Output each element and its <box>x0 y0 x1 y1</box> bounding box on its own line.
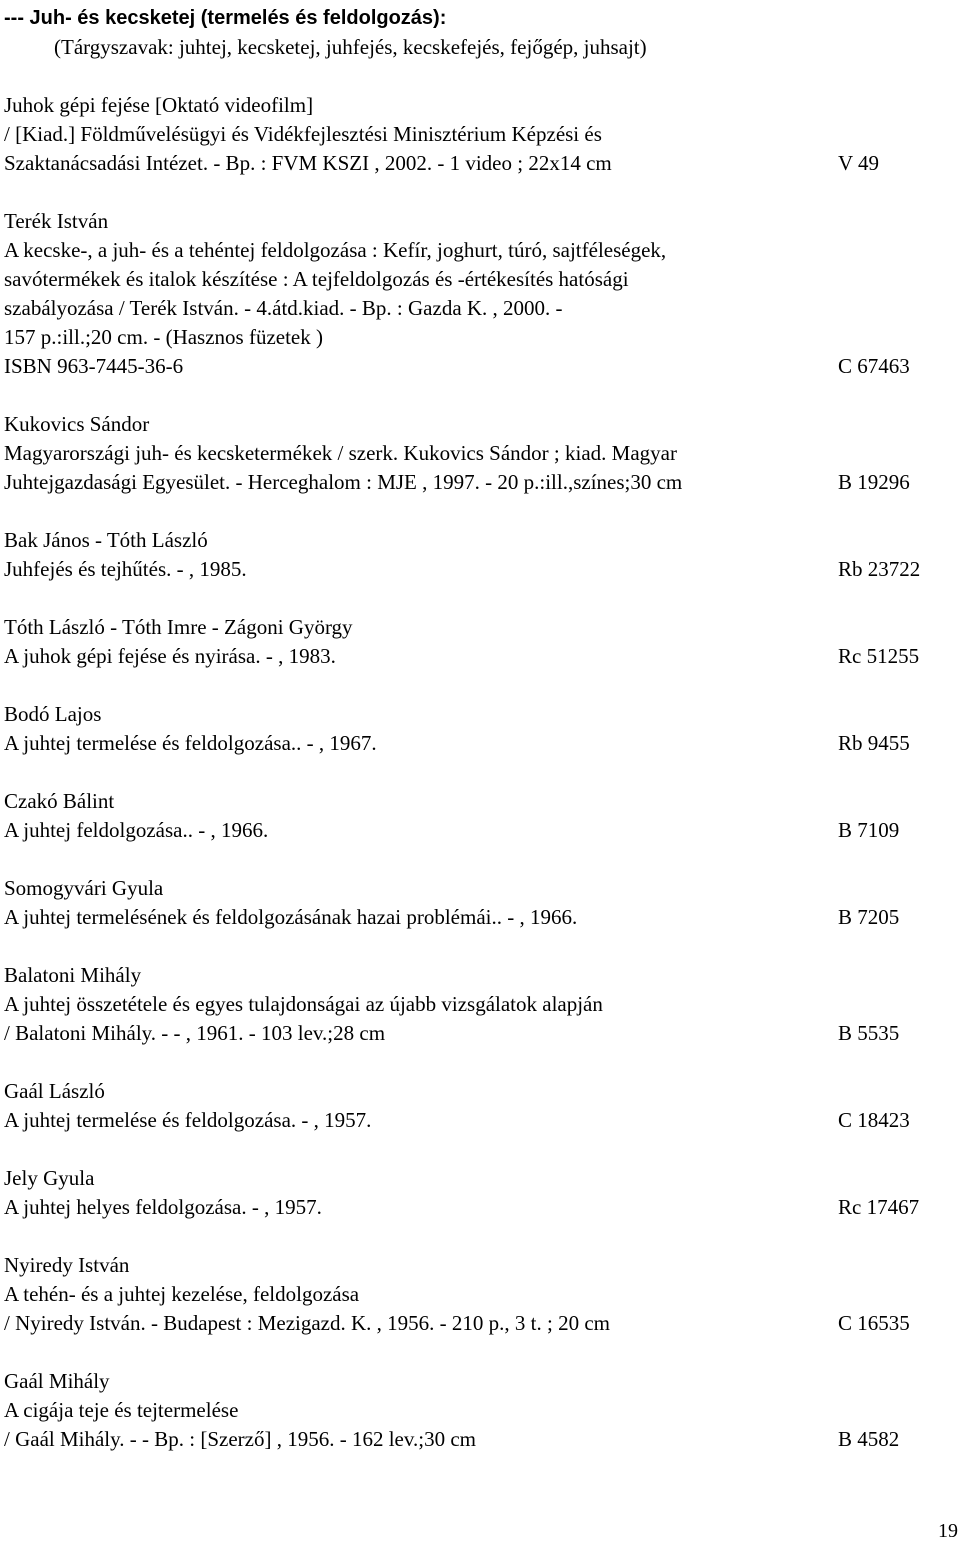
entry-author-or-title-line <box>4 961 944 990</box>
entry-text-line <box>4 1193 944 1222</box>
call-number: B 5535 <box>838 1021 900 1045</box>
entry-author-or-title-line <box>4 526 944 555</box>
call-number: B 19296 <box>838 470 910 494</box>
entry-text-line <box>4 294 944 323</box>
entry-text-line <box>4 1396 944 1425</box>
call-number: V 49 <box>838 151 880 175</box>
entry-line-text: Terék István <box>4 209 109 233</box>
entry-line-text: A kecske-, a juh- és a tehéntej feldolgozása : Kefír, joghurt, túró, sajtféleségek, <box>4 238 667 262</box>
entry-text-line <box>4 236 944 265</box>
entry-line-text: Gaál Mihály <box>4 1369 110 1393</box>
entry-line-text: savótermékek és italok készítése : A tejfeldolgozás és -értékesítés hatósági <box>4 267 629 291</box>
entry-author-or-title-line <box>4 1164 944 1193</box>
bibliography-entry <box>4 1251 944 1338</box>
entry-line-text: Bak János - Tóth László <box>4 528 208 552</box>
entry-text-line <box>4 555 944 584</box>
entry-line-text: A juhtej termelése és feldolgozása. - , 1957. <box>4 1108 372 1132</box>
entry-text-line <box>4 1425 944 1454</box>
bibliography-entry <box>4 700 944 758</box>
call-number: Rc 17467 <box>838 1195 920 1219</box>
entry-text-line <box>4 1106 944 1135</box>
entry-line-text: / Gaál Mihály. - - Bp. : [Szerző] , 1956. - 162 lev.;30 cm <box>4 1427 476 1451</box>
call-number: Rb 23722 <box>838 557 921 581</box>
entry-author-or-title-line <box>4 91 944 120</box>
entry-line-text: Jely Gyula <box>4 1166 95 1190</box>
entry-text-line <box>4 1280 944 1309</box>
entry-line-text: / [Kiad.] Földművelésügyi és Vidékfejlesztési Minisztérium Képzési és <box>4 122 602 146</box>
entry-author-or-title-line <box>4 874 944 903</box>
entry-text-line <box>4 265 944 294</box>
entry-line-text: Juhok gépi fejése [Oktató videofilm] <box>4 93 314 117</box>
entry-line-text: A juhtej termelése és feldolgozása.. - , 1967. <box>4 731 377 755</box>
bibliography-entry <box>4 526 944 584</box>
bibliography-entry <box>4 787 944 845</box>
entry-line-text: 157 p.:ill.;20 cm. - (Hasznos füzetek ) <box>4 325 323 349</box>
entry-text-line <box>4 729 944 758</box>
entry-line-text: A juhok gépi fejése és nyirása. - , 1983. <box>4 644 336 668</box>
entry-line-text: Czakó Bálint <box>4 789 115 813</box>
call-number: C 18423 <box>838 1108 910 1132</box>
entry-line-text: Bodó Lajos <box>4 702 102 726</box>
entry-line-text: Balatoni Mihály <box>4 963 142 987</box>
entry-author-or-title-line <box>4 1077 944 1106</box>
entry-line-text: ISBN 963-7445-36-6 <box>4 354 184 378</box>
entry-line-text: szabályozása / Terék István. - 4.átd.kiad. - Bp. : Gazda K. , 2000. - <box>4 296 563 320</box>
entry-author-or-title-line <box>4 613 944 642</box>
call-number: B 7205 <box>838 905 900 929</box>
entry-author-or-title-line <box>4 787 944 816</box>
entry-line-text: A tehén- és a juhtej kezelése, feldolgozása <box>4 1282 360 1306</box>
entry-line-text: A cigája teje és tejtermelése <box>4 1398 239 1422</box>
bibliography-entry <box>4 207 944 381</box>
entry-line-text: / Nyiredy István. - Budapest : Mezigazd. K. , 1956. - 210 p., 3 t. ; 20 cm <box>4 1311 610 1335</box>
entry-line-text: Somogyvári Gyula <box>4 876 164 900</box>
entry-text-line <box>4 1309 944 1338</box>
entry-line-text: A juhtej termelésének és feldolgozásának hazai problémái.. - , 1966. <box>4 905 578 929</box>
call-number: B 4582 <box>838 1427 900 1451</box>
entry-line-text: A juhtej összetétele és egyes tulajdonságai az újabb vizsgálatok alapján <box>4 992 603 1016</box>
entry-line-text: Juhtejgazdasági Egyesület. - Herceghalom : MJE , 1997. - 20 p.:ill.,színes;30 cm <box>4 470 683 494</box>
entry-text-line <box>4 903 944 932</box>
call-number: B 7109 <box>838 818 900 842</box>
bibliography-list <box>4 91 944 1483</box>
entry-line-text: Tóth László - Tóth Imre - Zágoni György <box>4 615 353 639</box>
bibliography-entry <box>4 1367 944 1454</box>
entry-text-line <box>4 816 944 845</box>
entry-text-line <box>4 468 944 497</box>
entry-line-text: Juhfejés és tejhűtés. - , 1985. <box>4 557 247 581</box>
entry-author-or-title-line <box>4 207 944 236</box>
call-number: C 67463 <box>838 354 910 378</box>
entry-line-text: Szaktanácsadási Intézet. - Bp. : FVM KSZI , 2002. - 1 video ; 22x14 cm <box>4 151 612 175</box>
entry-author-or-title-line <box>4 1251 944 1280</box>
call-number: Rc 51255 <box>838 644 920 668</box>
entry-text-line <box>4 1019 944 1048</box>
entry-line-text: A juhtej helyes feldolgozása. - , 1957. <box>4 1195 322 1219</box>
bibliography-entry <box>4 410 944 497</box>
entry-line-text: Nyiredy István <box>4 1253 130 1277</box>
section-heading: --- Juh- és kecsketej (termelés és feldolgozás): <box>4 7 447 29</box>
bibliography-entry <box>4 874 944 932</box>
entry-line-text: / Balatoni Mihály. - - , 1961. - 103 lev.;28 cm <box>4 1021 386 1045</box>
page-number: 19 <box>938 1520 958 1542</box>
entry-line-text: Gaál László <box>4 1079 105 1103</box>
entry-line-text: Kukovics Sándor <box>4 412 150 436</box>
entry-text-line <box>4 439 944 468</box>
bibliography-entry <box>4 1077 944 1135</box>
entry-author-or-title-line <box>4 410 944 439</box>
call-number: C 16535 <box>838 1311 910 1335</box>
entry-text-line <box>4 323 944 352</box>
bibliography-entry <box>4 613 944 671</box>
entry-text-line <box>4 120 944 149</box>
entry-line-text: Magyarországi juh- és kecsketermékek / szerk. Kukovics Sándor ; kiad. Magyar <box>4 441 677 465</box>
bibliography-entry <box>4 91 944 178</box>
bibliography-entry <box>4 1164 944 1222</box>
entry-text-line <box>4 642 944 671</box>
entry-line-text: A juhtej feldolgozása.. - , 1966. <box>4 818 269 842</box>
keywords-line: (Tárgyszavak: juhtej, kecsketej, juhfejés, kecskefejés, fejőgép, juhsajt) <box>54 35 647 59</box>
entry-text-line <box>4 990 944 1019</box>
entry-author-or-title-line <box>4 700 944 729</box>
bibliography-entry <box>4 961 944 1048</box>
call-number: Rb 9455 <box>838 731 910 755</box>
entry-author-or-title-line <box>4 1367 944 1396</box>
entry-text-line <box>4 352 944 381</box>
entry-text-line <box>4 149 944 178</box>
